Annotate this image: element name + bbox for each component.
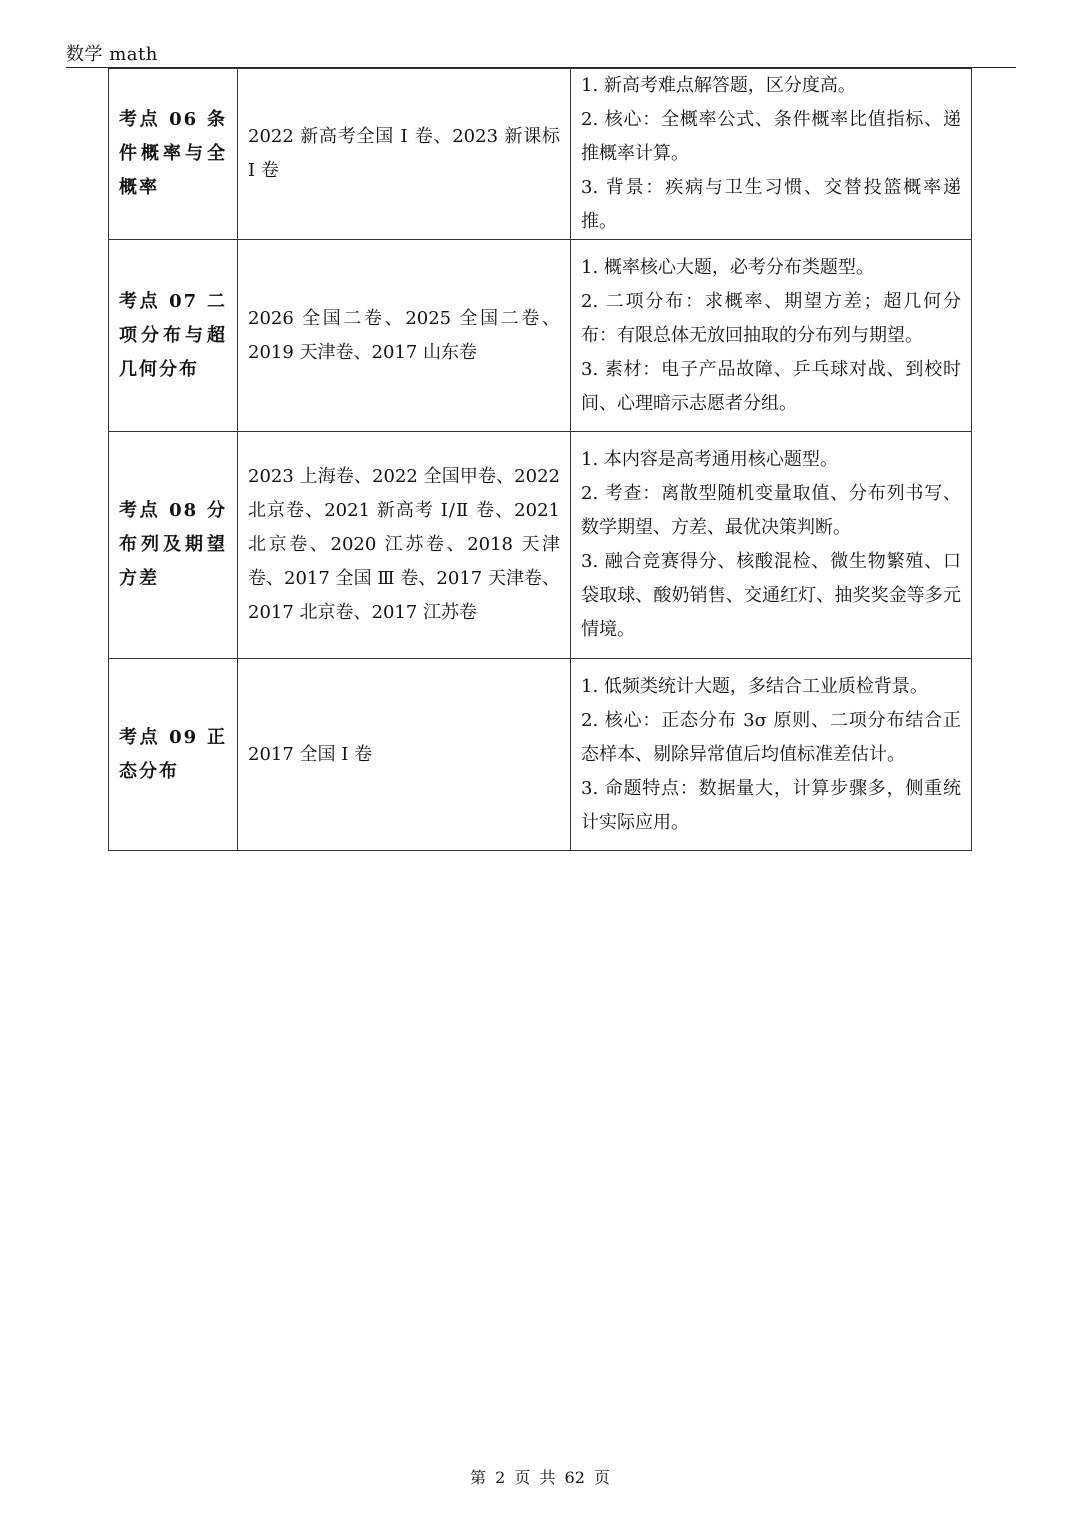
note-line: 3. 命题特点：数据量大，计算步骤多，侧重统计实际应用。 <box>581 777 961 833</box>
note-line: 2. 核心：正态分布 3σ 原则、二项分布结合正态样本、剔除异常值后均值标准差估计。 <box>581 709 961 765</box>
topic-text: 考点 09 正态分布 <box>119 726 227 782</box>
notes-cell <box>571 432 972 659</box>
page-header-subject: 数学 math <box>66 44 158 65</box>
exam-topics-table <box>108 68 972 851</box>
notes-cell <box>571 69 972 240</box>
topic-cell <box>109 432 238 659</box>
table-row <box>109 69 972 240</box>
years-cell: 2022 新高考全国 Ⅰ 卷、2023 新课标 Ⅰ 卷 <box>238 69 571 240</box>
note-line: 3. 素材：电子产品故障、乒乓球对战、到校时间、心理暗示志愿者分组。 <box>581 358 961 414</box>
topic-text: 考点 07 二项分布与超几何分布 <box>119 290 227 380</box>
note-line: 1. 概率核心大题，必考分布类题型。 <box>581 256 874 278</box>
topic-text: 考点 06 条件概率与全概率 <box>119 109 227 198</box>
note-line: 1. 新高考难点解答题，区分度高。 <box>581 75 856 96</box>
table-row <box>109 240 972 432</box>
topic-text: 考点 08 分布列及期望方差 <box>119 500 227 589</box>
note-line: 3. 融合竞赛得分、核酸混检、微生物繁殖、口袋取球、酸奶销售、交通红灯、抽奖奖金等多元情境。 <box>581 551 961 640</box>
page-number-footer: 第 2 页 共 62 页 <box>470 1468 610 1487</box>
notes-cell <box>571 240 972 432</box>
note-line: 2. 二项分布：求概率、期望方差；超几何分布：有限总体无放回抽取的分布列与期望。 <box>581 290 961 346</box>
years-cell: 2026 全国二卷、2025 全国二卷、2019 天津卷、2017 山东卷 <box>238 240 571 432</box>
years-cell: 2023 上海卷、2022 全国甲卷、2022 北京卷、2021 新高考 Ⅰ/Ⅱ 卷、2021 北京卷、2020 江苏卷、2018 天津卷、2017 全国 Ⅲ 卷、2017 天津卷、2017 北京卷、2017 江苏卷 <box>238 432 571 659</box>
note-line: 2. 核心：全概率公式、条件概率比值指标、递推概率计算。 <box>581 109 961 164</box>
topic-cell <box>109 69 238 240</box>
topic-cell <box>109 659 238 851</box>
note-line: 2. 考查：离散型随机变量取值、分布列书写、数学期望、方差、最优决策判断。 <box>581 483 961 538</box>
years-cell: 2017 全国 Ⅰ 卷 <box>238 659 571 851</box>
notes-cell <box>571 659 972 851</box>
note-line: 1. 本内容是高考通用核心题型。 <box>581 449 838 470</box>
topic-cell <box>109 240 238 432</box>
table-row <box>109 659 972 851</box>
note-line: 1. 低频类统计大题，多结合工业质检背景。 <box>581 675 928 697</box>
table-row <box>109 432 972 659</box>
note-line: 3. 背景：疾病与卫生习惯、交替投篮概率递推。 <box>581 177 961 232</box>
